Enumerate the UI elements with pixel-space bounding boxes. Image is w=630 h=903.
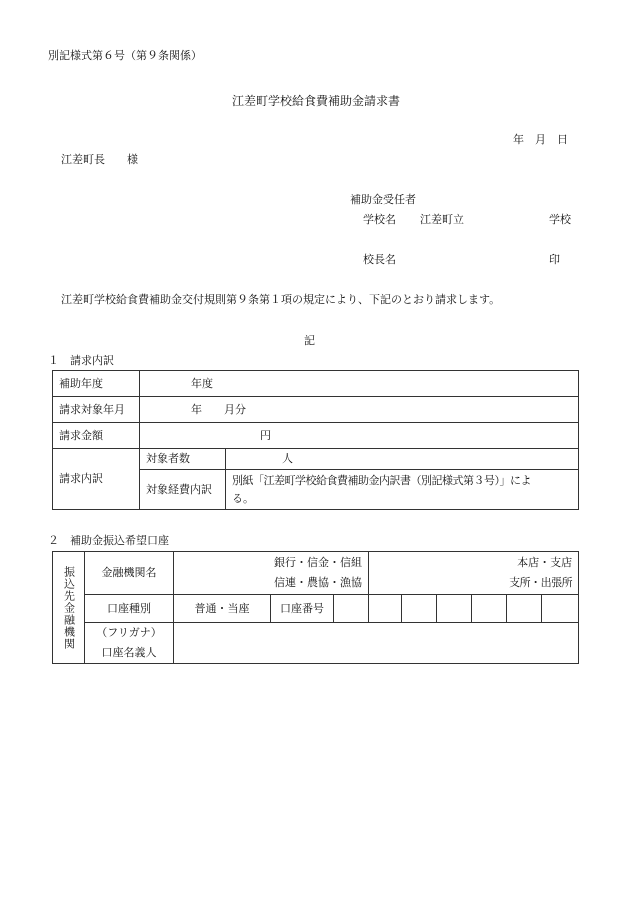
section2-heading: ２ 補助金振込希望口座 bbox=[48, 534, 169, 547]
account-digit-7[interactable] bbox=[542, 595, 579, 623]
amount-field[interactable] bbox=[140, 423, 579, 449]
amount-unit: 円 bbox=[260, 428, 271, 442]
bank-name-label: 金融機関名 bbox=[85, 552, 174, 595]
month-label: 請求対象年月 bbox=[53, 397, 140, 423]
account-number-label: 口座番号 bbox=[271, 595, 334, 623]
account-digit-1[interactable] bbox=[334, 595, 369, 623]
account-table bbox=[52, 551, 579, 664]
expense-value bbox=[226, 470, 579, 510]
holder-field[interactable] bbox=[174, 623, 579, 664]
principal-label: 校長名 bbox=[363, 253, 396, 266]
holder-label: 口座名義人 bbox=[101, 646, 157, 659]
date-line: 年 月 日 bbox=[513, 133, 568, 146]
school-suffix: 学校 bbox=[549, 213, 571, 226]
account-digit-5[interactable] bbox=[472, 595, 507, 623]
account-type-label: 口座種別 bbox=[85, 595, 174, 623]
body-text: 江差町学校給食費補助金交付規則第９条第１項の規定により、下記のとおり請求します。 bbox=[61, 293, 501, 306]
account-type-options[interactable]: 普通・当座 bbox=[174, 595, 271, 623]
account-digit-3[interactable] bbox=[402, 595, 437, 623]
addressee: 江差町長 様 bbox=[61, 153, 138, 166]
applicant-heading: 補助金受任者 bbox=[350, 193, 416, 206]
branch-line-1: 本店・支店 bbox=[517, 556, 573, 569]
school-label: 学校名 bbox=[363, 213, 396, 226]
year-label: 補助年度 bbox=[53, 371, 140, 397]
bank-types-line-2: 信連・農協・漁協 bbox=[274, 576, 363, 589]
count-label: 対象者数 bbox=[140, 449, 226, 470]
page-title: 江差町学校給食費補助金請求書 bbox=[232, 94, 401, 108]
account-digit-2[interactable] bbox=[369, 595, 402, 623]
form-label: 別記様式第６号（第９条関係） bbox=[48, 49, 202, 62]
holder-label-cell bbox=[85, 623, 174, 664]
year-unit: 年度 bbox=[191, 376, 213, 390]
ki-heading: 記 bbox=[304, 334, 315, 347]
month-field[interactable] bbox=[140, 397, 579, 423]
account-digit-4[interactable] bbox=[437, 595, 472, 623]
account-digit-6[interactable] bbox=[507, 595, 542, 623]
expense-label: 対象経費内訳 bbox=[140, 470, 226, 510]
detail-label: 請求内訳 bbox=[53, 449, 140, 510]
furigana-label: （フリガナ） bbox=[96, 626, 162, 639]
count-field[interactable] bbox=[226, 449, 579, 470]
branch-line-2: 支所・出張所 bbox=[509, 576, 573, 589]
amount-label: 請求金額 bbox=[53, 423, 140, 449]
month-unit: 月分 bbox=[224, 402, 246, 416]
claim-table bbox=[52, 370, 579, 510]
bank-name-field[interactable] bbox=[174, 552, 369, 595]
branch-field[interactable] bbox=[369, 552, 579, 595]
expense-line-1: 別紙「江差町学校給食費補助金内訳書（別記様式第３号）」によ bbox=[232, 473, 531, 487]
bank-side-label: 振込先金融機関 bbox=[53, 552, 85, 664]
count-unit: 人 bbox=[282, 452, 293, 465]
year-field[interactable] bbox=[140, 371, 579, 397]
bank-types-line-1: 銀行・信金・信組 bbox=[274, 556, 363, 569]
school-prefix: 江差町立 bbox=[420, 213, 464, 226]
month-year-unit: 年 bbox=[191, 402, 202, 416]
section1-heading: １ 請求内訳 bbox=[48, 354, 114, 367]
seal-mark: 印 bbox=[549, 253, 560, 266]
expense-line-2: る。 bbox=[232, 491, 254, 505]
